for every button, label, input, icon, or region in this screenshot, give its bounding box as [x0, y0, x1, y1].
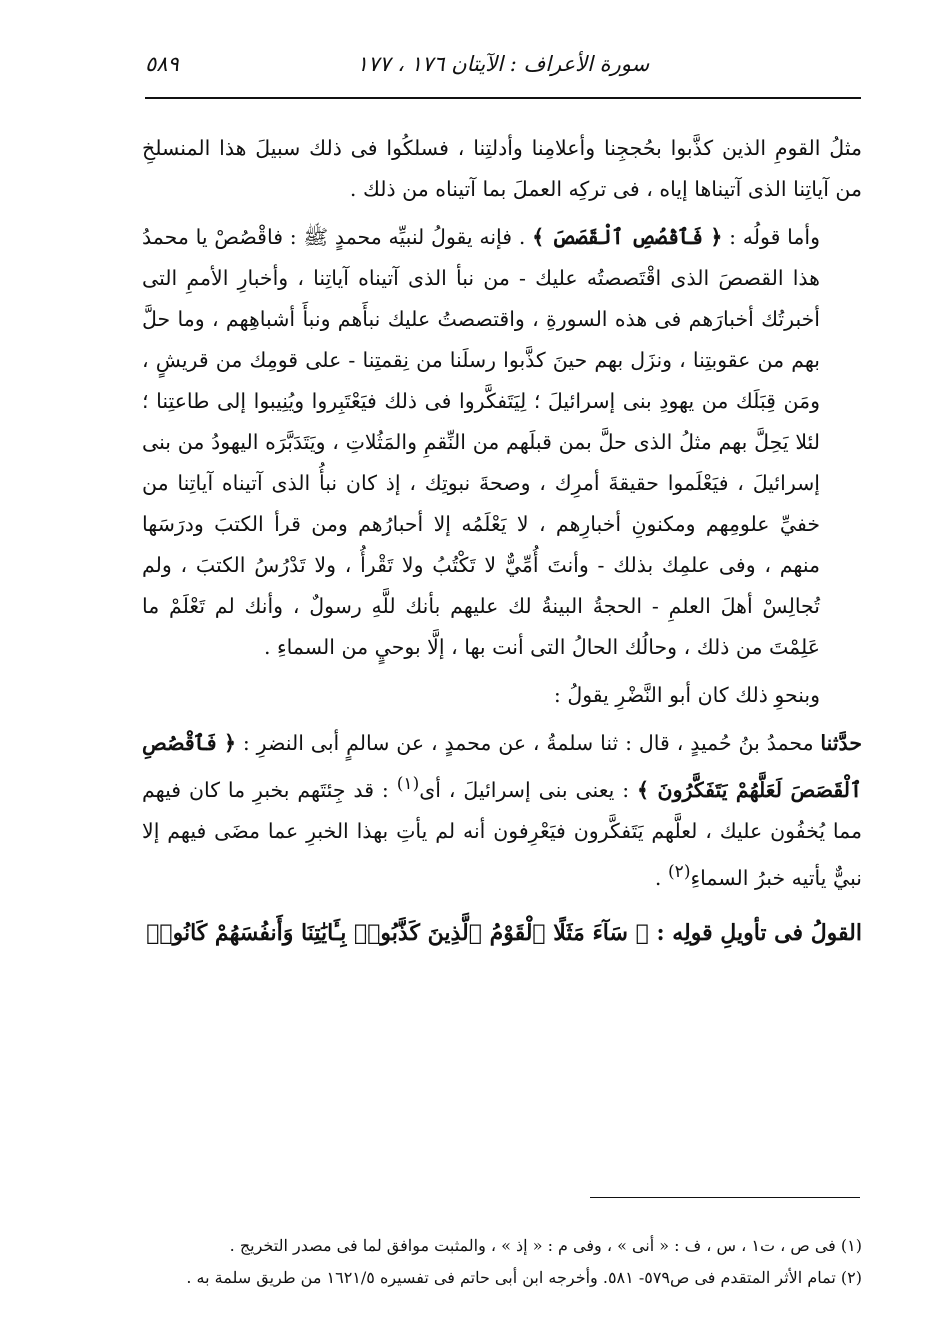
paragraph-4-text-3: : قد جِئتَهم بخبرِ ما كان فيهم مما يُخفُون عليك ، لعلَّهم يَتَفكَّرون فيَعْرِفون أنه لم يأتِ بهذا الخبرِ عما مضَى فيهم إلا نبيٌّ يأتيه خبرُ السماءِ: [142, 777, 862, 890]
section-heading: [142, 913, 862, 954]
footnote-2: (٢) تمام الأثر المتقدم فى ص٥٧٩- ٥٨١. وأخرجه ابن أبى حاتم فى تفسيره ١٦٢١/٥ من طريق سلمة به .: [186, 1268, 862, 1287]
running-title: سورة الأعراف : الآيتان ١٧٦ ، ١٧٧: [356, 52, 650, 76]
footnote-divider: [590, 1197, 860, 1198]
paragraph-4-text-2: : يعنى بنى إسرائيلَ ، أى: [419, 777, 638, 802]
paragraph-4-end: .: [654, 865, 668, 890]
main-text: [142, 128, 862, 954]
page-number: ٥٨٩: [145, 52, 179, 76]
footnote-1: (١) فى ص ، ت١ ، س ، ف : « أنى » ، وفى م : « إذ » ، والمثبت موافق لما فى مصدر التخريج .: [229, 1236, 862, 1255]
paragraph-2-lead: وأما قولُه :: [722, 225, 821, 249]
quran-verse: ﴿ فَٱقْصُصِ ٱلْقَصَصَ لَعَلَّهُمْ يَتَفَكَّرُونَ ﴾: [142, 731, 862, 802]
paragraph-3: وبنحوِ ذلك كان أبو النَّضْرِ يقولُ :: [553, 683, 820, 707]
paragraph-1: مثلُ القومِ الذين كذَّبوا بحُججِنا وأعلامِنا وأدلتِنا ، فسلكُوا فى ذلك سبيلَ هذا المنسلخِ من آياتِنا الذى آتيناها إياه ، فى تركِه العملَ بما آتيناه من ذلك .: [142, 136, 862, 201]
quran-verse: ﴿ سَآءَ مَثَلًا ٱلْقَوْمُ ٱلَّذِينَ كَذَّبُوا۟ بِـَٔايَٰتِنَا وَأَنفُسَهُمْ كَانُوا۟: [146, 919, 649, 946]
paragraph-4-text: محمدُ بنُ حُميدٍ ، قال : ثنا سلمةُ ، عن محمدٍ ، عن سالمٍ أبى النضرِ :: [236, 731, 821, 755]
section-heading-lead: القولُ فى تأويلِ قولِه :: [648, 919, 862, 946]
footnotes: [142, 1230, 862, 1294]
footnote-marker: (٢): [667, 861, 691, 882]
header-divider: [145, 97, 861, 99]
hadith-chain-lead: حدَّثنا: [820, 731, 862, 755]
page-header: [145, 52, 861, 92]
paragraph-4: [142, 723, 862, 899]
quran-verse: ﴿ فَٱقْصُصِ ٱلْقَصَصَ ﴾: [532, 225, 723, 249]
paragraph-2-text: . فإنه يقولُ لنبيِّه محمدٍ ﷺ : فاقْصُصْ يا محمدُ هذا القصصَ الذى اقْتَصصتُه عليك - من نبأ الذى آتيناه آياتِنا ، وأخبارِ الأممِ التى أخبرتُك أخبارَهم فى هذه السورةِ ، واقتصصتُ عليك نبأَهم ونبأَ أشباهِهم ، وما حلَّ بهم من عقوبتِنا ، ونزَل بهم حينَ كذَّبوا رسلَنا من نِقمتِنا - على قومِك من قريشٍ ، ومَن قِبَلَك من يهودِ بنى إسرائيلَ ؛ لِيَتَفكَّروا فى ذلك فيَعْتَبِروا ويُنِيبوا إلى طاعتِنا ؛ لئلا يَحِلَّ بهم مثلُ الذى حلَّ بمن قبلَهم من النِّقمِ والمَثُلاتِ ، ويَتَدَبَّرَه اليهودُ من بنى إسرائيلَ ، فيَعْلَموا حقيقةَ أمرِك ، وصحةَ نبوتِك ، إذ كان نبأُ الذى آتيناه آياتِنا من خفيِّ علومِهم ومكنونِ أخبارِهم ، لا يَعْلَمُه إلا أحبارُهم ومن قرأ الكتبَ ودرَسَها منهم ، وفى علمِك بذلك - وأنتَ أُمِّيٌّ لا تَكْتُبُ ولا تَقْرأُ ، ولا تَدْرُسُ الكتبَ ، ولم تُجالِسْ أهلَ العلمِ - الحجةُ البينةُ لك عليهم بأنك للَّهِ رسولٌ ، وأنك لم تَعْلَمْ ما عَلِمْتَ من ذلك ، وحالُك الحالُ التى أنت بها ، إلَّا بوحيٍ من السماءِ .: [142, 225, 820, 659]
footnote-marker: (١): [396, 774, 420, 794]
paragraph-2: [142, 217, 862, 668]
